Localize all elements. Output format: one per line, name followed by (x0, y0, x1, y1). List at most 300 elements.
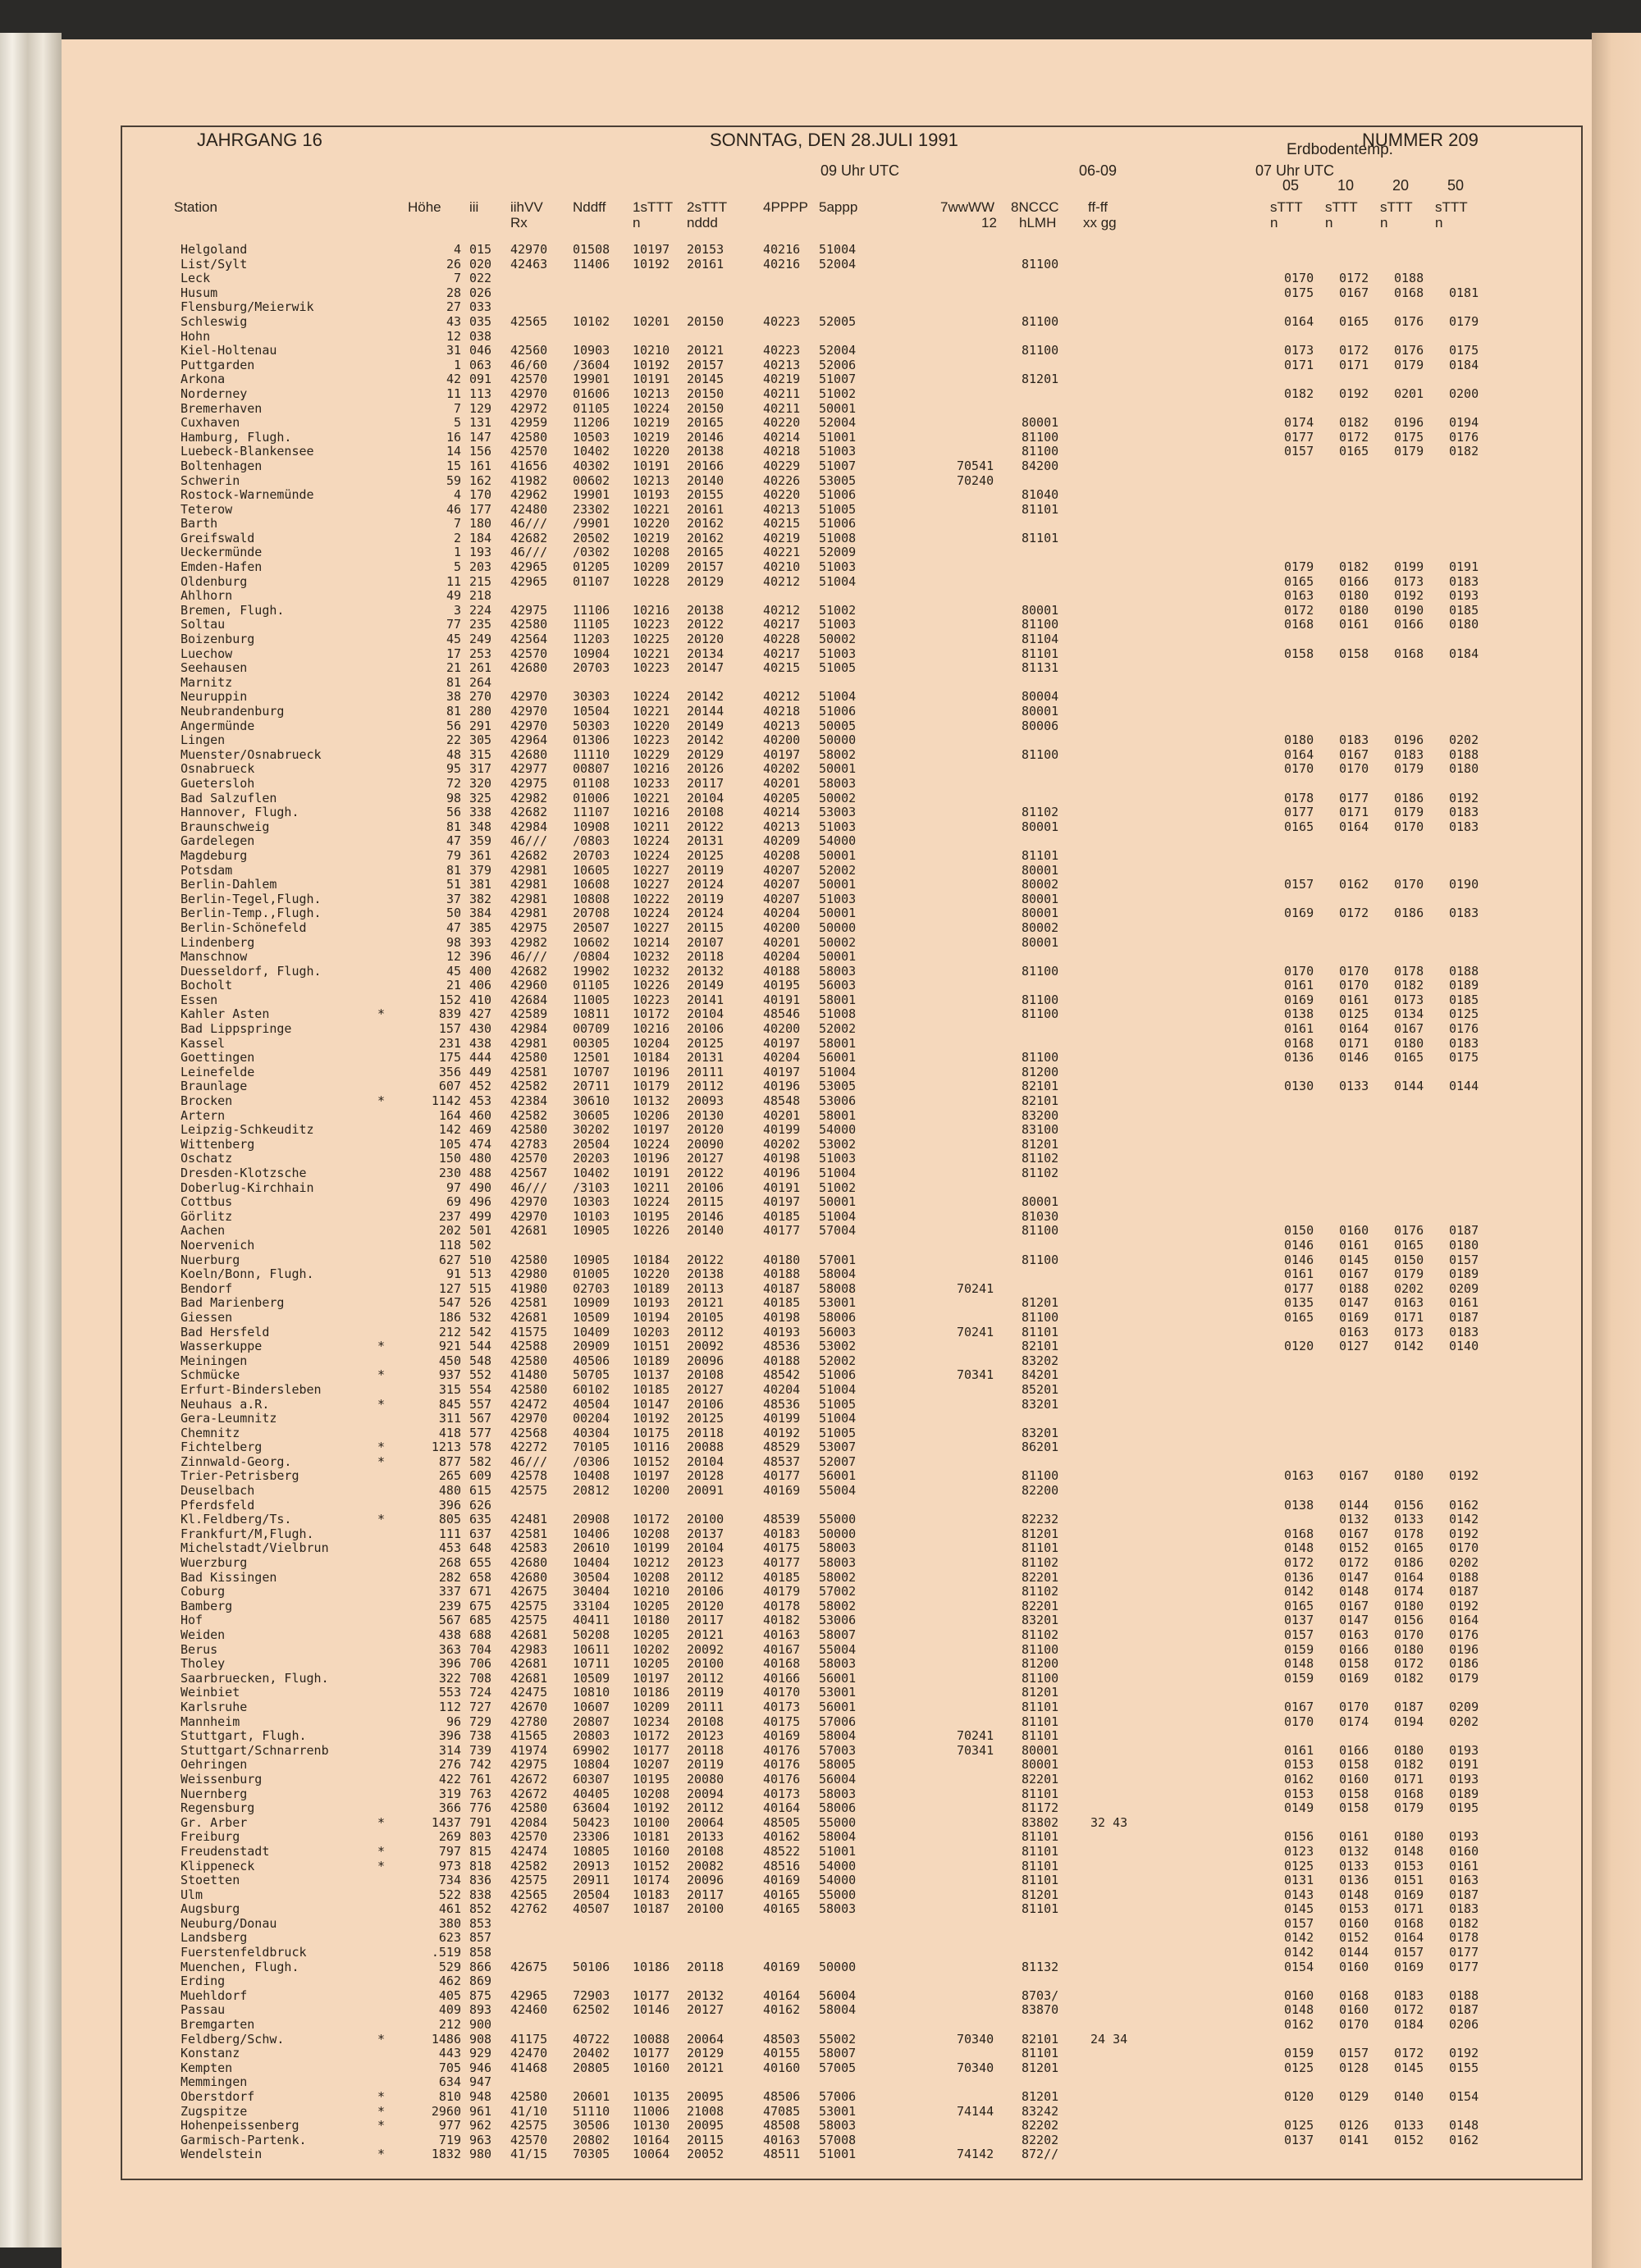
station-height: 150 (438, 1151, 461, 1166)
station-id: 980 (469, 2147, 492, 2162)
group-vv: 42565 (510, 1887, 548, 1902)
group-dew: 20104 (687, 1006, 725, 1022)
soil-temp-20: 0174 (1394, 1584, 1424, 1599)
group-dew: 20162 (687, 530, 725, 545)
soil-temp-10: 0169 (1339, 1309, 1369, 1325)
col-iii: iii (469, 199, 479, 215)
station-height: 7 (453, 271, 461, 286)
soil-temp-10: 0177 (1339, 790, 1369, 805)
depth-20: 20 (1392, 177, 1410, 194)
soil-temp-10: 0158 (1339, 1800, 1369, 1816)
group-cloud: 81101 (1022, 1843, 1059, 1859)
group-dew: 20129 (687, 573, 725, 589)
group-cloud: 81100 (1022, 1641, 1059, 1657)
group-vv: 42975 (510, 1757, 548, 1773)
group-nddff: 10402 (573, 1166, 610, 1180)
soil-temp-05: 0175 (1284, 285, 1314, 300)
group-dew: 20088 (687, 1440, 725, 1455)
group-nddff: 10905 (573, 1223, 610, 1239)
group-nddff: 01005 (573, 1266, 610, 1282)
soil-temp-20: 0172 (1394, 2002, 1424, 2018)
group-nddff: 40722 (573, 2031, 610, 2047)
station-name: Schwerin (181, 472, 240, 488)
soil-temp-20: 0192 (1394, 588, 1424, 604)
group-cloud: 80001 (1022, 1742, 1059, 1758)
group-cloud: 8703/ (1022, 1987, 1059, 2003)
group-pressure: 40205 (763, 790, 801, 805)
group-pressure: 40213 (763, 357, 801, 372)
group-tendency: 58004 (819, 1728, 857, 1744)
soil-temp-20: 0184 (1394, 2017, 1424, 2033)
group-temp: 10220 (633, 718, 670, 733)
group-tendency: 58004 (819, 2002, 857, 2018)
group-pressure: 40197 (763, 1035, 801, 1051)
group-temp: 10151 (633, 1339, 670, 1354)
group-temp: 10172 (633, 1006, 670, 1022)
station-id: 384 (469, 906, 492, 921)
col-hoehe: Höhe (408, 199, 441, 215)
group-cloud: 83201 (1022, 1613, 1059, 1628)
col-ww: 7wwWW (940, 199, 995, 215)
group-tendency: 58008 (819, 1280, 857, 1296)
group-vv: 42570 (510, 2132, 548, 2147)
group-pressure: 40220 (763, 415, 801, 431)
group-cloud: 80001 (1022, 1757, 1059, 1773)
station-id: 578 (469, 1440, 492, 1455)
group-pressure: 40169 (763, 1728, 801, 1744)
group-dew: 20117 (687, 1887, 725, 1902)
group-nddff: 50106 (573, 1959, 610, 1974)
group-temp: 10223 (633, 992, 670, 1007)
station-name: Fichtelberg (181, 1440, 263, 1455)
group-pressure: 40216 (763, 256, 801, 272)
soil-temp-10: 0141 (1339, 2132, 1369, 2147)
group-temp: 10216 (633, 1021, 670, 1037)
soil-temp-20: 0170 (1394, 877, 1424, 892)
group-dew: 20117 (687, 775, 725, 791)
soil-temp-20: 0180 (1394, 1468, 1424, 1484)
group-dew: 20124 (687, 906, 725, 921)
station-id: 325 (469, 790, 492, 805)
mountain-marker: * (377, 1814, 386, 1830)
group-tendency: 58002 (819, 1598, 857, 1613)
group-temp: 10208 (633, 545, 670, 560)
soil-temp-05: 0168 (1284, 1035, 1314, 1051)
group-dew: 20113 (687, 1280, 725, 1296)
soil-temp-20: 0175 (1394, 429, 1424, 445)
station-row (181, 1383, 1575, 1398)
station-height: 1213 (431, 1440, 461, 1455)
soil-temp-50: 0175 (1449, 343, 1479, 358)
group-vv: 42580 (510, 617, 548, 632)
group-temp: 10220 (633, 516, 670, 532)
station-row (181, 748, 1575, 763)
station-id: 791 (469, 1814, 492, 1830)
group-dew: 20112 (687, 1569, 725, 1585)
group-temp: 10225 (633, 632, 670, 647)
group-temp: 10223 (633, 732, 670, 748)
station-row (181, 1037, 1575, 1052)
group-pressure: 40188 (763, 1266, 801, 1282)
group-vv: 42675 (510, 1959, 548, 1974)
group-dew: 20149 (687, 978, 725, 993)
soil-temp-20: 0182 (1394, 978, 1424, 993)
station-name: Luebeck-Blankensee (181, 444, 314, 459)
soil-temp-10: 0180 (1339, 602, 1369, 618)
station-name: Flensburg/Meierwik (181, 299, 314, 315)
soil-temp-50: 0192 (1449, 1468, 1479, 1484)
group-temp: 10227 (633, 877, 670, 892)
col-vv: iihVV (510, 199, 543, 215)
station-height: 45 (446, 963, 461, 979)
station-id: 348 (469, 819, 492, 834)
station-name: List/Sylt (181, 256, 248, 272)
group-tendency: 51004 (819, 1064, 857, 1079)
group-temp: 10203 (633, 1324, 670, 1339)
station-name: Kl.Feldberg/Ts. (181, 1512, 292, 1527)
group-vv: 42970 (510, 1208, 548, 1224)
group-vv: 42682 (510, 847, 548, 863)
station-row (181, 1007, 1575, 1022)
station-row (181, 1513, 1575, 1527)
group-temp: 10192 (633, 256, 670, 272)
station-id: 893 (469, 2002, 492, 2018)
col-soil-20-sub: n (1380, 215, 1388, 230)
group-cloud: 80001 (1022, 934, 1059, 950)
station-name: Muenchen, Flugh. (181, 1959, 299, 1974)
group-tendency: 55002 (819, 2031, 857, 2047)
soil-temp-10: 0170 (1339, 963, 1369, 979)
station-id: 147 (469, 429, 492, 445)
station-height: 81 (446, 674, 461, 690)
station-row (181, 1628, 1575, 1643)
station-name: Karlsruhe (181, 1699, 248, 1714)
group-pressure: 48539 (763, 1512, 801, 1527)
group-pressure: 48522 (763, 1843, 801, 1859)
group-vv: 42580 (510, 1381, 548, 1397)
station-height: 314 (438, 1742, 461, 1758)
soil-temp-05: 0167 (1284, 1699, 1314, 1714)
col-ff: ff-ff (1088, 199, 1108, 215)
group-nddff: 01606 (573, 386, 610, 401)
soil-temp-10: 0146 (1339, 1050, 1369, 1066)
station-name: Lindenberg (181, 934, 255, 950)
station-height: 268 (438, 1555, 461, 1571)
station-height: 973 (438, 1858, 461, 1873)
group-dew: 20052 (687, 2147, 725, 2162)
soil-temp-20: 0133 (1394, 1512, 1424, 1527)
soil-temp-05: 0172 (1284, 1555, 1314, 1571)
group-pressure: 40200 (763, 920, 801, 935)
soil-temp-50: 0170 (1449, 1540, 1479, 1556)
station-name: Stuttgart/Schnarrenb (181, 1742, 329, 1758)
group-nddff: 20711 (573, 1079, 610, 1094)
group-tendency: 53005 (819, 1079, 857, 1094)
soil-temp-20: 0165 (1394, 1050, 1424, 1066)
station-id: 379 (469, 862, 492, 878)
group-cloud: 80002 (1022, 877, 1059, 892)
group-nddff: 51110 (573, 2103, 610, 2119)
soil-temp-50: 0148 (1449, 2118, 1479, 2133)
station-row (181, 1931, 1575, 1946)
station-height: 16 (446, 429, 461, 445)
group-pressure: 40176 (763, 1771, 801, 1787)
group-dew: 21008 (687, 2103, 725, 2119)
group-cloud: 82232 (1022, 1512, 1059, 1527)
station-row (181, 733, 1575, 748)
station-id: 761 (469, 1771, 492, 1787)
soil-temp-10: 0166 (1339, 1742, 1369, 1758)
group-tendency: 58001 (819, 992, 857, 1007)
soil-temp-50: 0183 (1449, 1035, 1479, 1051)
station-name: Lingen (181, 732, 226, 748)
station-id: 361 (469, 847, 492, 863)
group-nddff: /0804 (573, 949, 610, 965)
station-height: 461 (438, 1901, 461, 1917)
group-temp: 10177 (633, 1987, 670, 2003)
group-vv: 42580 (510, 1252, 548, 1267)
station-name: Bad Marienberg (181, 1295, 285, 1311)
group-vv: 42983 (510, 1641, 548, 1657)
soil-temp-05: 0161 (1284, 1266, 1314, 1282)
soil-temp-05: 0131 (1284, 1873, 1314, 1888)
group-vv: 42681 (510, 1309, 548, 1325)
soil-temp-10: 0152 (1339, 1540, 1369, 1556)
station-name: Oehringen (181, 1757, 248, 1773)
station-row (181, 1700, 1575, 1715)
soil-temp-05: 0125 (1284, 2060, 1314, 2075)
group-dew: 20150 (687, 386, 725, 401)
station-id: 022 (469, 271, 492, 286)
station-height: 43 (446, 313, 461, 329)
group-cloud: 81100 (1022, 746, 1059, 762)
group-cloud: 81102 (1022, 1151, 1059, 1166)
group-nddff: 11206 (573, 415, 610, 431)
station-height: 1832 (431, 2147, 461, 2162)
group-nddff: 00807 (573, 761, 610, 777)
station-height: 877 (438, 1453, 461, 1469)
station-row (181, 1267, 1575, 1282)
station-height: 921 (438, 1339, 461, 1354)
group-dew: 20118 (687, 1425, 725, 1440)
station-id: 738 (469, 1728, 492, 1744)
group-dew: 20092 (687, 1641, 725, 1657)
station-height: 11 (446, 386, 461, 401)
group-tendency: 50000 (819, 1526, 857, 1541)
group-temp: 10186 (633, 1685, 670, 1700)
station-name: Bamberg (181, 1598, 233, 1613)
station-name: Ulm (181, 1887, 203, 1902)
group-tendency: 51004 (819, 1381, 857, 1397)
soil-temp-50: 0190 (1449, 877, 1479, 892)
group-tendency: 51007 (819, 372, 857, 387)
soil-temp-10: 0147 (1339, 1613, 1369, 1628)
group-dew: 20080 (687, 1771, 725, 1787)
group-vv: 42970 (510, 386, 548, 401)
group-dew: 20124 (687, 877, 725, 892)
group-cloud: 83202 (1022, 1353, 1059, 1368)
station-name: Goettingen (181, 1050, 255, 1066)
station-row (181, 2147, 1575, 2162)
group-dew: 20123 (687, 1728, 725, 1744)
soil-temp-05: 0178 (1284, 790, 1314, 805)
group-pressure: 48511 (763, 2147, 801, 2162)
group-dew: 20108 (687, 1714, 725, 1729)
group-dew: 20122 (687, 1166, 725, 1180)
group-pressure: 48516 (763, 1858, 801, 1873)
group-dew: 20120 (687, 1598, 725, 1613)
soil-temp-10: 0157 (1339, 2046, 1369, 2061)
station-id: 501 (469, 1223, 492, 1239)
soil-temp-10: 0182 (1339, 415, 1369, 431)
soil-temp-05: 0169 (1284, 992, 1314, 1007)
station-name: Regensburg (181, 1800, 255, 1816)
group-temp: 10224 (633, 833, 670, 849)
soil-temp-10: 0170 (1339, 2017, 1369, 2033)
station-row (181, 1253, 1575, 1268)
group-nddff: /3103 (573, 1180, 610, 1195)
group-weather: 70341 (957, 1367, 994, 1383)
station-row (181, 517, 1575, 532)
soil-temp-10: 0192 (1339, 386, 1369, 401)
station-id: 184 (469, 530, 492, 545)
soil-temp-50: 0162 (1449, 1497, 1479, 1513)
group-dew: 20108 (687, 805, 725, 820)
station-height: 11 (446, 573, 461, 589)
col-t1: 1sTTT (633, 199, 674, 215)
station-id: 396 (469, 949, 492, 965)
group-cloud: 81101 (1022, 1829, 1059, 1845)
group-weather: 70340 (957, 2031, 994, 2047)
group-cloud: 82201 (1022, 1569, 1059, 1585)
group-pressure: 40179 (763, 1584, 801, 1599)
station-height: 450 (438, 1353, 461, 1368)
soil-temp-05: 0169 (1284, 906, 1314, 921)
soil-temp-05: 0171 (1284, 357, 1314, 372)
station-name: Landsberg (181, 1930, 248, 1946)
group-nddff: 20805 (573, 2060, 610, 2075)
station-row (181, 1398, 1575, 1412)
soil-temp-50: 0202 (1449, 1714, 1479, 1729)
station-name: Leipzig-Schkeuditz (181, 1122, 314, 1138)
group-pressure: 40217 (763, 646, 801, 661)
group-pressure: 40213 (763, 819, 801, 834)
group-temp: 10189 (633, 1353, 670, 1368)
station-id: 270 (469, 689, 492, 705)
group-nddff: 10611 (573, 1641, 610, 1657)
group-nddff: 19901 (573, 372, 610, 387)
group-tendency: 51003 (819, 819, 857, 834)
station-height: 152 (438, 992, 461, 1007)
group-vv: 42580 (510, 1122, 548, 1138)
group-vv: 41468 (510, 2060, 548, 2075)
group-pressure: 40211 (763, 386, 801, 401)
station-id: 129 (469, 400, 492, 416)
group-temp: 10205 (633, 1598, 670, 1613)
station-height: 418 (438, 1425, 461, 1440)
group-vv: 42575 (510, 1598, 548, 1613)
soil-temp-05: 0163 (1284, 1468, 1314, 1484)
soil-temp-20: 0165 (1394, 1540, 1424, 1556)
group-cloud: 81101 (1022, 1540, 1059, 1556)
soil-temp-50: 0163 (1449, 1873, 1479, 1888)
group-temp: 10216 (633, 761, 670, 777)
group-vv: 42564 (510, 632, 548, 647)
station-row (181, 1499, 1575, 1513)
group-nddff: 10602 (573, 934, 610, 950)
group-nddff: 30404 (573, 1584, 610, 1599)
station-name: Rostock-Warnemünde (181, 487, 314, 503)
group-vv: 42575 (510, 2118, 548, 2133)
group-nddff: 20703 (573, 660, 610, 676)
station-name: Görlitz (181, 1208, 233, 1224)
group-dew: 20166 (687, 458, 725, 473)
station-name: Emden-Hafen (181, 559, 263, 575)
soil-temp-05: 0143 (1284, 1887, 1314, 1902)
station-id: 727 (469, 1699, 492, 1714)
soil-temp-50: 0187 (1449, 2002, 1479, 2018)
group-cloud: 83870 (1022, 2002, 1059, 2018)
group-pressure: 40165 (763, 1901, 801, 1917)
group-cloud: 80001 (1022, 704, 1059, 719)
station-height: 59 (446, 472, 461, 488)
station-row (181, 1902, 1575, 1917)
group-dew: 20162 (687, 516, 725, 532)
station-id: 908 (469, 2031, 492, 2047)
group-cloud: 80001 (1022, 891, 1059, 906)
soil-temp-05: 0138 (1284, 1006, 1314, 1022)
soil-temp-20: 0173 (1394, 573, 1424, 589)
soil-temp-20: 0179 (1394, 1266, 1424, 1282)
group-temp: 10195 (633, 1771, 670, 1787)
station-id: 526 (469, 1295, 492, 1311)
group-pressure: 40183 (763, 1526, 801, 1541)
group-pressure: 40178 (763, 1598, 801, 1613)
volume-label: JAHRGANG 16 (197, 130, 322, 150)
group-pressure: 40199 (763, 1411, 801, 1426)
station-row (181, 1339, 1575, 1354)
station-id: 900 (469, 2017, 492, 2033)
group-dew: 20100 (687, 1656, 725, 1672)
group-nddff: 50705 (573, 1367, 610, 1383)
group-cloud: 82101 (1022, 1093, 1059, 1109)
group-nddff: 20601 (573, 2089, 610, 2104)
soil-temp-20: 0156 (1394, 1613, 1424, 1628)
station-row (181, 849, 1575, 864)
group-vv: 41656 (510, 458, 548, 473)
group-temp: 10172 (633, 1512, 670, 1527)
group-nddff: /0302 (573, 545, 610, 560)
soil-temp-10: 0164 (1339, 1021, 1369, 1037)
station-name: Giessen (181, 1309, 233, 1325)
station-row (181, 1224, 1575, 1239)
station-id: 249 (469, 632, 492, 647)
station-height: 96 (446, 1714, 461, 1729)
station-id: 382 (469, 891, 492, 906)
station-name: Kiel-Holtenau (181, 343, 277, 358)
soil-temp-10: 0170 (1339, 1699, 1369, 1714)
station-height: 282 (438, 1569, 461, 1585)
group-cloud: 85201 (1022, 1381, 1059, 1397)
soil-temp-10: 0188 (1339, 1280, 1369, 1296)
station-id: 675 (469, 1598, 492, 1613)
group-cloud: 83200 (1022, 1107, 1059, 1123)
group-tendency: 51004 (819, 573, 857, 589)
station-id: 320 (469, 775, 492, 791)
station-id: 193 (469, 545, 492, 560)
station-name: Guetersloh (181, 775, 255, 791)
group-dew: 20112 (687, 1670, 725, 1686)
